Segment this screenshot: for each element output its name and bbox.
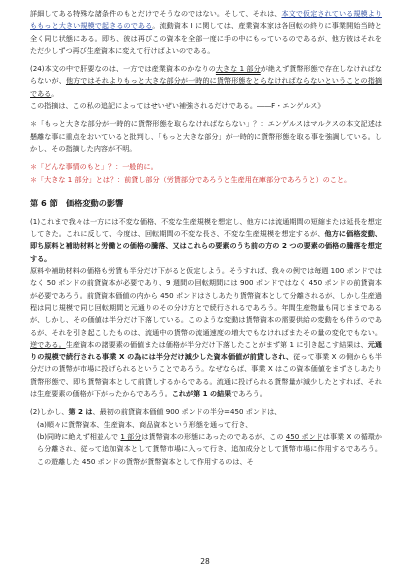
text-run: (2)しかし、 (30, 407, 69, 417)
text-run: 》 (317, 101, 325, 111)
bold-text: 元通りの規模で続行される事業 X の為には半分だけ減少した資本価値が前貸しされ、 (30, 339, 383, 362)
red-note-2: ＊「大きな 1 部分」とは？：前貸し部分（労賃部分であろうと生産用在庫部分であろうと）のこと。 (30, 174, 352, 184)
underlined-text: 逆である。 (30, 339, 66, 349)
commentary-note (30, 118, 382, 155)
section-title: 第 6 節 価格変動の影響 (30, 197, 124, 208)
text-run: 詳細してある特殊な諸条件のもとだけでそうなのではない。そして、それは、 (30, 9, 282, 18)
text-run: 生産資本の諸要素の価値または価格が半分だけ下落したことがまず第 1 に引き起こす結果は、 (65, 339, 368, 349)
text-run: (b)同時に絶えず相並んで (37, 431, 121, 441)
text-run: は事業 X の循環から分離され、従って追加資本として貨幣市場に入って行き、追加成分として貨幣市場に作用するであろう。この遊離した 450 ポンドの貨幣が貨幣資本として作用するのは、そ (37, 431, 383, 466)
bold-text: 他方に価格変動、即ち原料と補助材料と労働との価格の騰落、又はこれらの要素のうち前の方の 2 つの要素の価格の騰落を想定する。 (30, 229, 383, 263)
text-run: 原料や補助材料の価格も労賃も半分だけ下がると仮定しよう。そうすれば、我々の例では毎週 100 ポンドではなく 50 ポンドの前貸資本が必要であり、9 週間の回転期間には 900 ポンドではなく 450 ポンドの前貸資本が必要であろう。前貸資本価値の内から 450 ポンドはさしあたり貨幣資本として分離されるが、しかし生産過程は同じ規模で同じ回転期間と元通りのその分け方とで続行されるであろう。年間生産物量も同じままであるが、しかし、その価値は半分だけ下落している。このような変動は貨幣資本の需要供給の変動をも伴うのであるが、それを引き起こしたものは、流通中の貨幣の流通速度の増大でもなければまたその量の変化でもない。 (30, 266, 382, 337)
underlined-text: 他方ではそれよりもっと大きな部分が一時的に貨幣形態をとらなければならないということの指摘である (30, 76, 383, 98)
paragraph-1 (30, 216, 382, 400)
paragraph-2 (30, 406, 382, 418)
text-run: 従って事業 X の側からも半分だけの貨幣が市場に投げられるということであろう。なぜならば、事業 X はこの資本価値をまずさしあたり貨幣形態で、即ち貨幣資本として前貸しするからである。流通に投げられる貨幣量が減少したとすれば、それは生産要素の価格が下がったからであろう。 (30, 352, 382, 399)
paragraph-continued (30, 8, 382, 57)
text-run: であろう。 (231, 389, 267, 399)
footnote-24 (30, 63, 382, 112)
paragraph-2-item-b (30, 431, 382, 468)
underlined-text: 1 部分 (120, 431, 142, 441)
red-note-1: ＊「どんな事情のもと」？：一般的に。 (30, 162, 158, 172)
text-run: 。 (51, 88, 59, 98)
page-number: 28 (200, 557, 210, 566)
bold-text: 第 2 は (68, 407, 93, 417)
underlined-text: 本文で仮定されている規模よりももっと大きい規模で起きるのである (30, 9, 382, 31)
paragraph-2-item-a: (a)順々に貨幣資本、生産資本、商品資本という形態を通って行き、 (37, 419, 253, 429)
text-run: この指摘は、この私の追記によってはせいぜい補強されるだけである。――F・エンゲルス (30, 101, 318, 111)
text-run: は貨幣資本の形態にあったのであるが、この (141, 431, 286, 441)
text-run: 。流動資本 I に関しては、産業資本家は各回転の終りに事業開始当時と全く同じ状態にある。即ち、彼は再びこの資本を全部一度に手の中にもっているのであるが、他方彼はそれをただ少しずつ再び生産資本に変えて行けばよいのである。 (30, 21, 382, 55)
text-run: (1)これまで我々は一方には不変な価格、不変な生産規模を想定し、他方には流通期間の短縮または延長を想定してきた。これに反して、今度は、回転期間の不変な長さ、不変な生産規模を想定するが、 (30, 216, 382, 239)
text-run: が絶えず貨幣形態で存在しなければならないが、 (30, 64, 382, 86)
text-run: 、最初の前貸資本価値 900 ポンドの半分=450 ポンドは、 (92, 407, 282, 417)
underlined-text: 450 ポンド (285, 431, 323, 441)
text-run: ＊「もっと大きな部分が一時的に貨幣形態を取らなければならない」？：エンゲルスはマルクスの本文記述は懸離な事に重点をおいていると批判し、「もっと大きな部分」が一時的に貨幣形態を取る事を強調している。しかし、その指摘した内容が不明。 (30, 119, 382, 153)
underlined-text: 大きな 1 部分 (215, 64, 261, 74)
page-body (30, 8, 382, 468)
bold-text: これが第 1 の結果 (171, 389, 232, 399)
text-run: (24)本文の中で肝要なのは、一方では産業資本のかなりの (30, 64, 216, 74)
